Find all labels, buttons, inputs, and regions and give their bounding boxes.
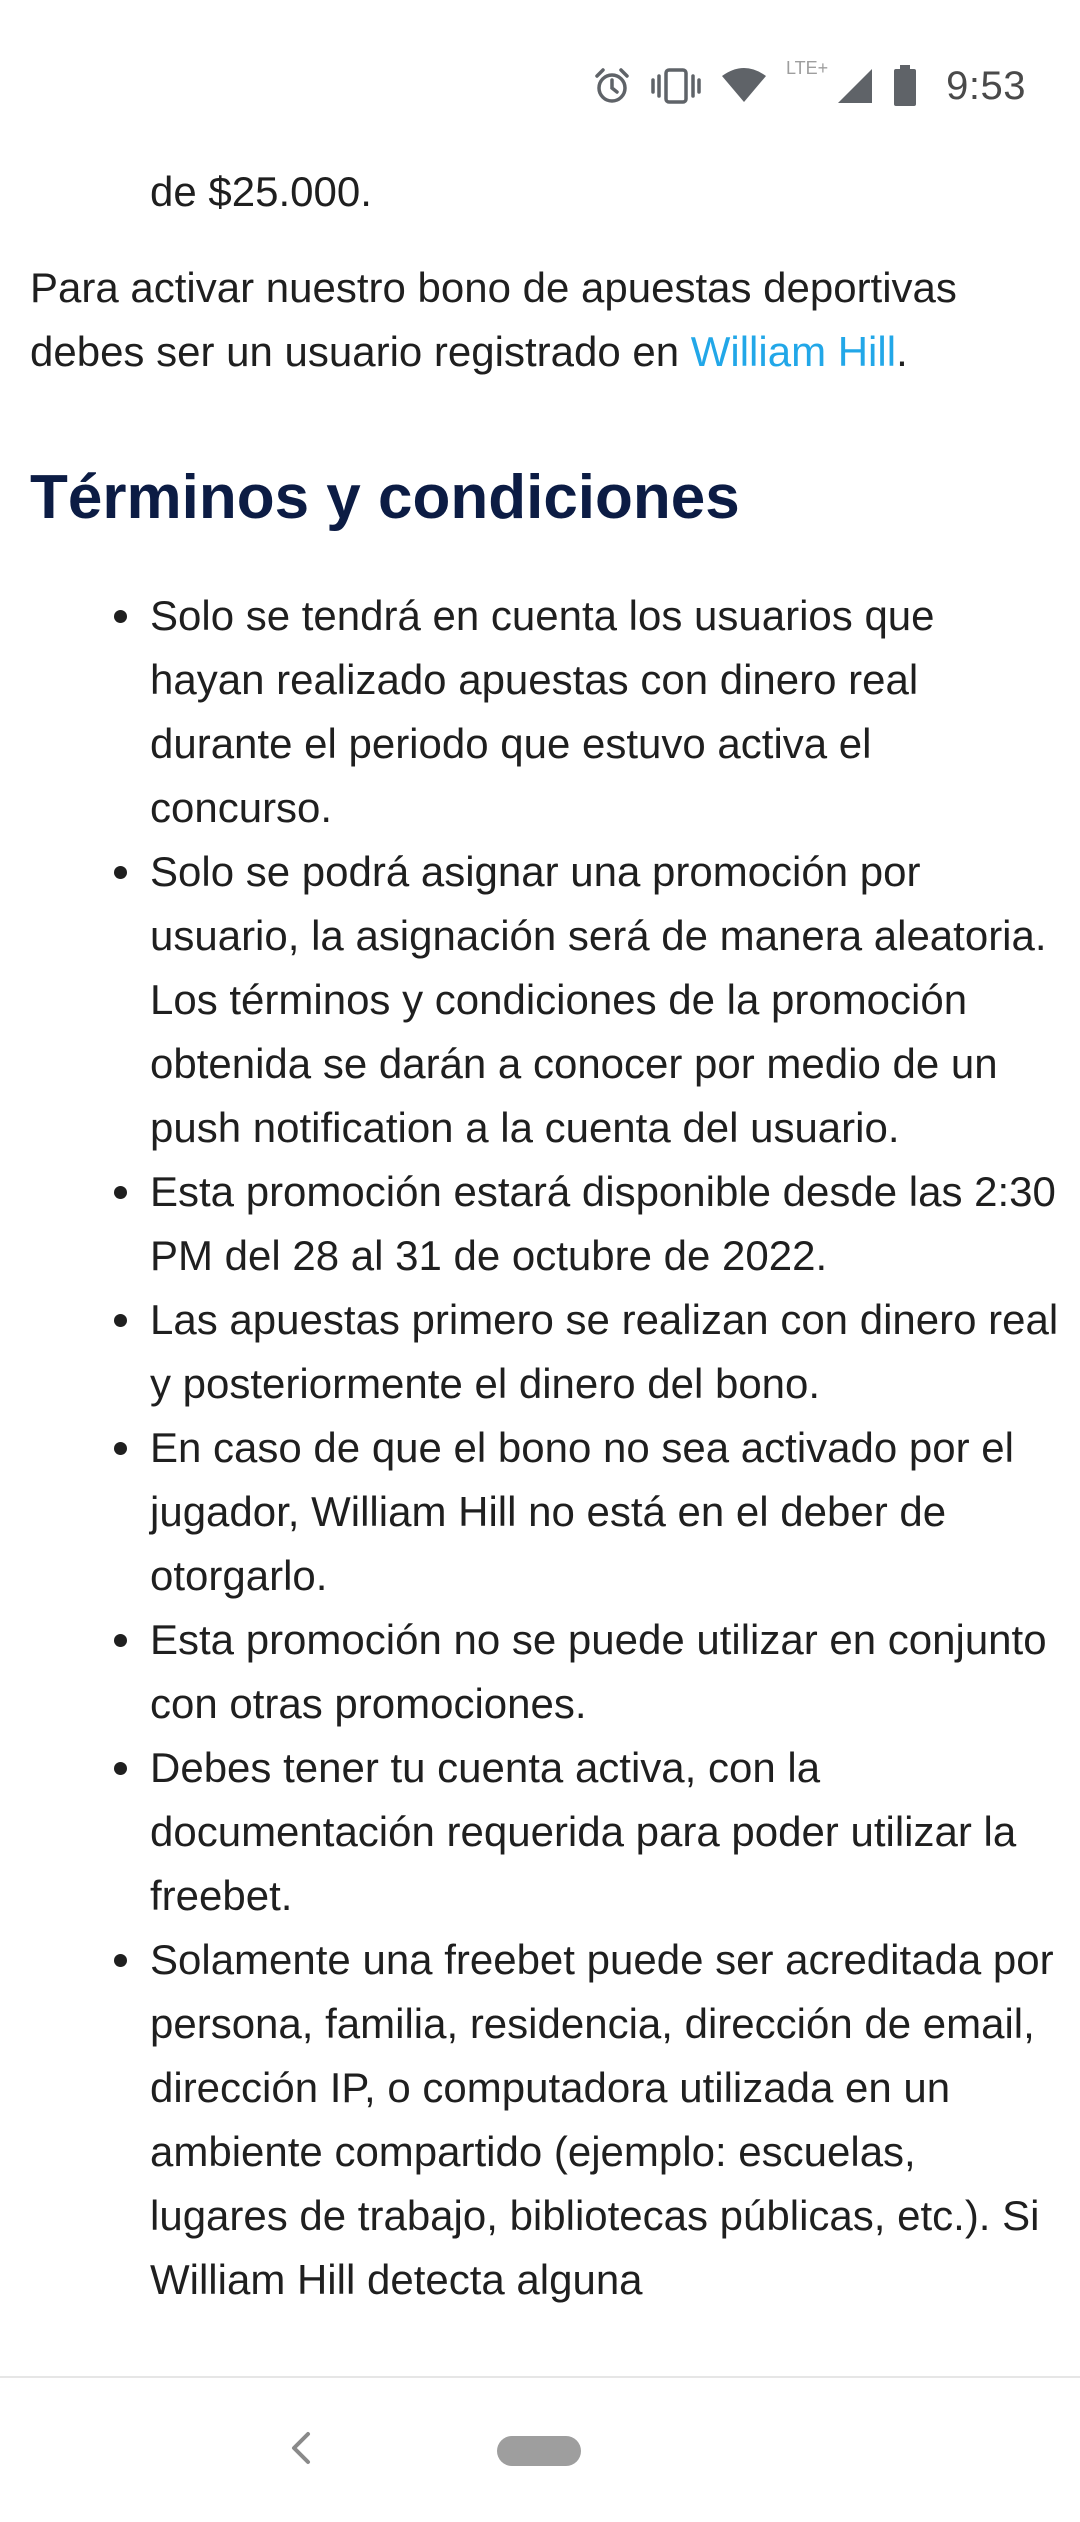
- previous-item-fragment: de $25.000.: [150, 168, 372, 215]
- clock: 9:53: [946, 63, 1026, 108]
- term-text: Esta promoción no se puede utilizar en conjunto con otras promociones.: [150, 1616, 1047, 1727]
- intro-suffix: .: [896, 328, 908, 375]
- bullet-icon: [114, 1762, 127, 1775]
- bullet-icon: [114, 866, 127, 879]
- bullet-icon: [114, 1442, 127, 1455]
- article-content: [0, 160, 1080, 2376]
- alarm-icon: [592, 66, 632, 106]
- list-item: [150, 1736, 1060, 1928]
- list-item: [150, 584, 1060, 840]
- list-item: [150, 1608, 1060, 1736]
- network-type-label: LTE+: [785, 58, 829, 78]
- navigation-bar: [0, 2376, 1080, 2522]
- term-text: Solamente una freebet puede ser acreditada por persona, familia, residencia, dirección de email, dirección IP, o computadora utilizada en un ambiente compartido (ejemplo: escuelas, lugares de trabajo, bibliotecas públicas, etc.). Si William Hill detecta alguna: [150, 1936, 1054, 2303]
- list-item: [150, 1160, 1060, 1288]
- term-text: En caso de que el bono no sea activado por el jugador, William Hill no está en el deber de otorgarlo.: [150, 1424, 1014, 1599]
- wifi-icon: [720, 66, 768, 106]
- bullet-icon: [114, 1186, 127, 1199]
- term-text: Solo se tendrá en cuenta los usuarios que hayan realizado apuestas con dinero real durante el periodo que estuvo activa el concurso.: [150, 592, 935, 831]
- term-text: Debes tener tu cuenta activa, con la documentación requerida para poder utilizar la freebet.: [150, 1744, 1017, 1919]
- cell-signal-icon: [836, 67, 874, 105]
- term-text: Esta promoción estará disponible desde las 2:30 PM del 28 al 31 de octubre de 2022.: [150, 1168, 1056, 1279]
- home-pill-icon[interactable]: [497, 2436, 581, 2466]
- status-icons: [592, 58, 1026, 114]
- list-item: [150, 1416, 1060, 1608]
- terms-list: [150, 584, 1060, 2312]
- bullet-icon: [114, 610, 127, 623]
- list-item: [150, 1288, 1060, 1416]
- intro-paragraph: [30, 256, 1050, 384]
- intro-text: Para activar nuestro bono de apuestas deportivas debes ser un usuario registrado en: [30, 264, 957, 375]
- battery-icon: [892, 65, 918, 107]
- bullet-icon: [114, 1634, 127, 1647]
- list-item: [150, 1928, 1060, 2312]
- term-text: Las apuestas primero se realizan con dinero real y posteriormente el dinero del bono.: [150, 1296, 1059, 1407]
- terms-heading: Términos y condiciones: [30, 463, 740, 532]
- vibrate-icon: [650, 66, 702, 106]
- bullet-icon: [114, 1954, 127, 1967]
- status-bar: [0, 0, 1080, 170]
- back-icon[interactable]: [282, 2424, 318, 2472]
- bullet-icon: [114, 1314, 127, 1327]
- list-item: [150, 840, 1060, 1160]
- william-hill-link[interactable]: William Hill: [690, 328, 897, 375]
- term-text: Solo se podrá asignar una promoción por usuario, la asignación será de manera aleatoria. Los términos y condiciones de la promoción obtenida se darán a conocer por medio de un push notification a la cuenta del usuario.: [150, 848, 1047, 1151]
